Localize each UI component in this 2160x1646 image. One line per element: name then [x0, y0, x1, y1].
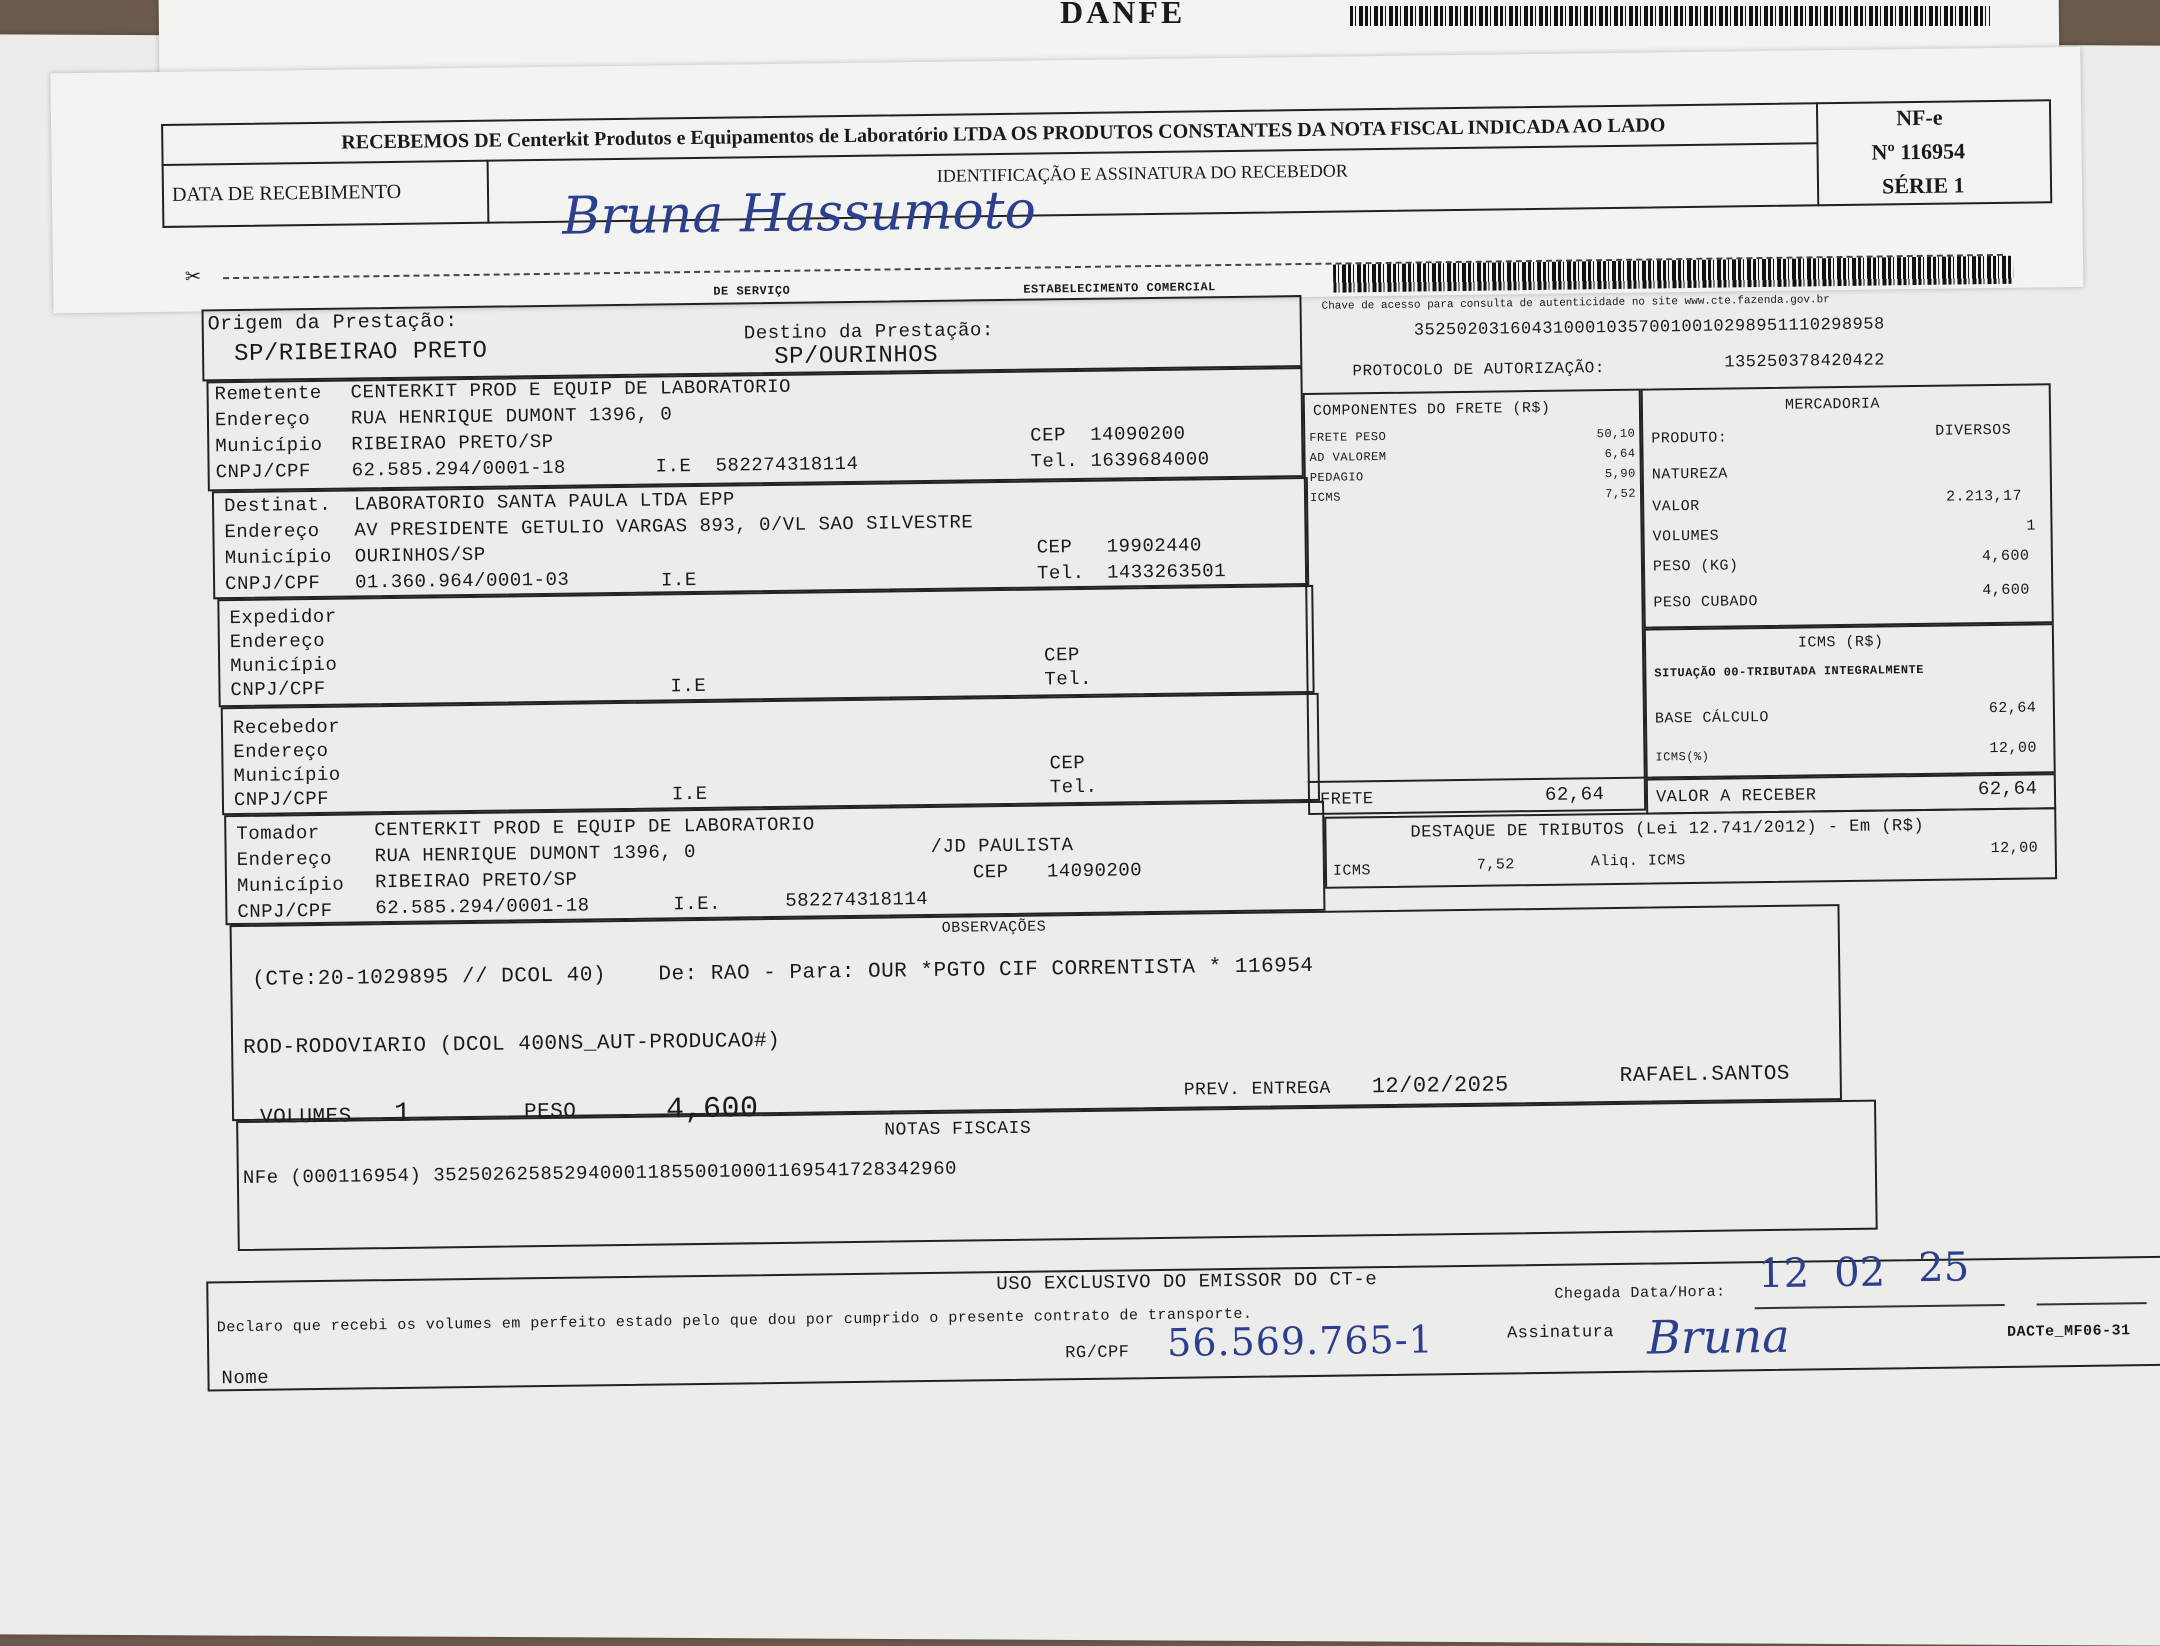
tomador-cep-label: CEP	[972, 860, 1009, 884]
identificacao-label: IDENTIFICAÇÃO E ASSINATURA DO RECEBEDOR	[936, 160, 1348, 186]
valor-receber-value: 62,64	[1977, 777, 2038, 801]
expedidor-municipio-label: Município	[230, 653, 338, 678]
recebedor-ie-label: I.E	[671, 782, 708, 806]
expedidor-cep-label: CEP	[1043, 643, 1080, 667]
obs-volumes-label: VOLUMES	[259, 1105, 352, 1130]
componentes-title: COMPONENTES DO FRETE (R$)	[1312, 399, 1551, 420]
destinatario-municipio: OURINHOS/SP	[354, 543, 486, 568]
form-code: DACTe_MF06-31	[2006, 1322, 2131, 1341]
remetente-tel: 1639684000	[1090, 448, 1210, 472]
recebedor-cep-label: CEP	[1049, 751, 1086, 775]
notas-fiscais-title: NOTAS FISCAIS	[884, 1118, 1032, 1141]
recebedor-tel-label: Tel.	[1049, 775, 1098, 799]
remetente-tel-label: Tel.	[1030, 449, 1079, 473]
protocolo-value: 135250378420422	[1724, 351, 1885, 373]
canhoto-receipt-text: RECEBEMOS DE Centerkit Produtos e Equipamentos de Laboratório LTDA OS PRODUTOS CONSTANTES DA NOTA FISCAL INDICADA AO LADO	[341, 114, 1666, 154]
tributos-aliq-label: Aliq. ICMS	[1590, 852, 1686, 871]
icms-title: ICMS (R$)	[1797, 633, 1884, 652]
recebedor-endereco-label: Endereço	[233, 739, 329, 764]
protocolo-label: PROTOCOLO DE AUTORIZAÇÃO:	[1352, 359, 1606, 381]
obs-peso-label: PESO	[523, 1100, 577, 1125]
rg-label: RG/CPF	[1065, 1343, 1130, 1364]
remetente-ie: 582274318114	[715, 452, 859, 477]
recebedor-box	[221, 693, 1320, 815]
observacoes-line2: ROD-RODOVIARIO (DCOL 400NS_AUT-PRODUCAO#)	[243, 1029, 781, 1060]
origem-label: Origem da Prestação:	[207, 310, 458, 337]
nome-label: Nome	[221, 1366, 270, 1390]
peso-cubado-label: PESO CUBADO	[1653, 593, 1759, 612]
destinatario-endereco-label: Endereço	[224, 519, 320, 544]
produto-label: PRODUTO:	[1651, 429, 1728, 448]
tomador-cnpj: 62.585.294/0001-18	[375, 894, 590, 920]
remetente-cnpj: 62.585.294/0001-18	[351, 456, 566, 482]
comercial-partial: ESTABELECIMENTO COMERCIAL	[1023, 280, 1216, 297]
nfe-label: NF-e	[1895, 104, 1943, 131]
valor-label: VALOR	[1652, 497, 1700, 516]
destinatario-cep-label: CEP	[1036, 536, 1073, 559]
componentes-list	[1309, 427, 1636, 511]
tomador-label: Tomador	[236, 821, 320, 846]
chegada-ano: 25	[1917, 1244, 1970, 1292]
tomador-endereco: RUA HENRIQUE DUMONT 1396, 0	[374, 841, 697, 868]
base-calculo-value: 62,64	[1988, 699, 2037, 718]
tomador-ie: 582274318114	[785, 887, 929, 912]
frete-label: FRETE	[1319, 790, 1374, 810]
danfe-partial-title: DANFE	[1060, 0, 1186, 30]
expedidor-label: Expedidor	[229, 605, 337, 630]
destinatario-label: Destinat.	[223, 493, 332, 518]
tomador-municipio-label: Município	[236, 873, 345, 898]
usuario: RAFAEL.SANTOS	[1619, 1062, 1791, 1088]
tomador-cnpj-label: CNPJ/CPF	[237, 899, 333, 924]
volumes-label: VOLUMES	[1652, 527, 1720, 546]
produto-value: DIVERSOS	[1935, 421, 2012, 440]
notas-fiscais-nfe: NFe (000116954) 35250262585294000118550010001169541728342960	[242, 1157, 958, 1189]
destinatario-cep: 19902440	[1106, 534, 1203, 558]
servico-partial: DE SERVIÇO	[713, 283, 791, 299]
peso-value: 4,600	[1981, 547, 2030, 566]
tributos-icms-label: ICMS	[1332, 862, 1372, 880]
receiver-signature: Bruna Hassumoto	[561, 180, 1037, 247]
rg-value: 56.569.765-1	[1166, 1317, 1434, 1365]
base-calculo-label: BASE CÁLCULO	[1654, 708, 1770, 728]
remetente-municipio: RIBEIRAO PRETO/SP	[351, 430, 554, 456]
destinatario-cnpj-label: CNPJ/CPF	[224, 571, 321, 596]
destinatario-endereco: AV PRESIDENTE GETULIO VARGAS 893, 0/VL SAO SILVESTRE	[354, 511, 974, 542]
destinatario-nome: LABORATORIO SANTA PAULA LTDA EPP	[353, 488, 736, 516]
nfe-number: Nº 116954	[1871, 138, 1966, 165]
tomador-nome: CENTERKIT PROD E EQUIP DE LABORATORIO	[374, 813, 815, 842]
remetente-endereco: RUA HENRIQUE DUMONT 1396, 0	[350, 403, 673, 430]
expedidor-cnpj-label: CNPJ/CPF	[230, 677, 326, 702]
expedidor-box	[217, 585, 1314, 707]
tributos-icms-value: 7,52	[1476, 856, 1516, 874]
componente-item: ICMS 7,52	[1309, 486, 1637, 505]
remetente-nome: CENTERKIT PROD E EQUIP DE LABORATORIO	[350, 375, 792, 404]
assinatura-label: Assinatura	[1506, 1323, 1615, 1344]
destinatario-tel-label: Tel.	[1036, 561, 1085, 585]
peso-label: PESO (KG)	[1652, 557, 1739, 576]
componente-item: AD VALOREM 6,64	[1309, 446, 1636, 465]
chegada-dia: 12	[1757, 1250, 1810, 1298]
expedidor-ie-label: I.E	[670, 674, 707, 698]
prev-entrega-value: 12/02/2025	[1371, 1072, 1509, 1100]
tributos-title: DESTAQUE DE TRIBUTOS (Lei 12.741/2012) - Em (R$)	[1410, 816, 1925, 843]
recebedor-label: Recebedor	[232, 715, 341, 740]
icms-situacao: SITUAÇÃO 00-TRIBUTADA INTEGRALMENTE	[1654, 662, 1925, 681]
recebedor-cnpj-label: CNPJ/CPF	[233, 787, 330, 812]
remetente-municipio-label: Município	[215, 433, 323, 458]
data-recebimento-label: DATA DE RECEBIMENTO	[171, 180, 402, 206]
destinatario-municipio-label: Município	[224, 545, 333, 570]
chegada-mes: 02	[1833, 1249, 1886, 1297]
remetente-cep: 14090200	[1090, 422, 1186, 446]
remetente-label: Remetente	[214, 381, 322, 406]
frete-value: 62,64	[1544, 783, 1605, 806]
destino-value: SP/OURINHOS	[774, 341, 939, 371]
componente-item: FRETE PESO 50,10	[1309, 426, 1636, 445]
origem-value: SP/RIBEIRAO PRETO	[233, 337, 488, 369]
tomador-ie-label: I.E.	[673, 892, 722, 916]
expedidor-tel-label: Tel.	[1044, 667, 1093, 691]
destinatario-cnpj: 01.360.964/0001-03	[354, 568, 570, 594]
assinatura-signature: Bruna	[1646, 1308, 1790, 1365]
observacoes-title: OBSERVAÇÕES	[941, 918, 1047, 937]
destino-label: Destino da Prestação:	[743, 319, 994, 345]
volumes-value: 1	[2026, 517, 2037, 535]
obs-peso-value: 4,600	[665, 1092, 759, 1128]
peso-cubado-value: 4,600	[1982, 581, 2030, 600]
tributos-aliq-value: 12,00	[1990, 839, 2039, 858]
declaro-text: Declaro que recebi os volumes em perfeito estado pelo que dou por cumprido o presente contrato de transporte.	[216, 1305, 1253, 1337]
remetente-cep-label: CEP	[1030, 424, 1067, 447]
destinatario-tel: 1433263501	[1106, 560, 1227, 584]
icms-aliq-value: 12,00	[1989, 739, 2038, 758]
expedidor-endereco-label: Endereço	[229, 629, 326, 654]
remetente-endereco-label: Endereço	[214, 408, 311, 432]
chave-label: Chave de acesso para consulta de autenticidade no site www.cte.fazenda.gov.br	[1321, 294, 1830, 313]
natureza-label: NATUREZA	[1651, 465, 1728, 484]
uso-exclusivo-title: USO EXCLUSIVO DO EMISSOR DO CT-e	[996, 1268, 1378, 1296]
tomador-municipio: RIBEIRAO PRETO/SP	[374, 868, 578, 894]
tomador-bairro: /JD PAULISTA	[930, 834, 1074, 858]
destinatario-ie-label: I.E	[660, 568, 697, 592]
tomador-cep: 14090200	[1046, 859, 1143, 883]
scissors-icon: ✂	[184, 262, 201, 293]
tomador-endereco-label: Endereço	[236, 847, 333, 872]
observacoes-box	[230, 904, 1842, 1121]
valor-value: 2.213,17	[1945, 487, 2023, 506]
chegada-label: Chegada Data/Hora:	[1554, 1283, 1726, 1303]
componente-item: PEDAGIO 5,90	[1309, 466, 1636, 485]
observacoes-line1: (CTe:20-1029895 // DCOL 40) De: RAO - Para: OUR *PGTO CIF CORRENTISTA * 116954	[252, 954, 1314, 992]
prev-entrega-label: PREV. ENTREGA	[1183, 1078, 1331, 1101]
nfe-serie: SÉRIE 1	[1881, 172, 1965, 199]
obs-volumes-value: 1	[393, 1098, 412, 1131]
mercadoria-title: MERCADORIA	[1784, 395, 1881, 414]
recebedor-municipio-label: Município	[233, 763, 341, 788]
valor-receber-label: VALOR A RECEBER	[1655, 786, 1817, 808]
icms-aliq-label: ICMS(%)	[1655, 749, 1710, 765]
chave-acesso: 35250203160431000103570010010298951110298958	[1413, 315, 1885, 341]
remetente-cnpj-label: CNPJ/CPF	[215, 460, 311, 484]
remetente-ie-label: I.E	[655, 455, 692, 478]
